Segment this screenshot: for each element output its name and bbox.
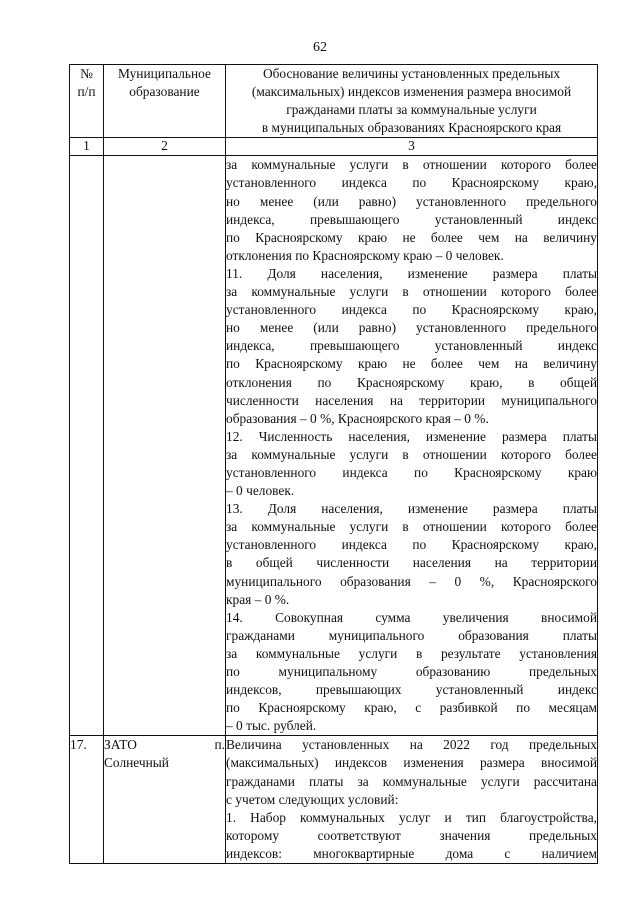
- header-number: № п/п: [70, 65, 104, 138]
- column-number-row: [70, 138, 598, 156]
- continued-number-cell: [70, 156, 104, 736]
- table-row-17: [70, 736, 598, 864]
- row-17-number: 17.: [70, 736, 104, 864]
- column-number-1: 1: [70, 138, 104, 156]
- tariff-index-table: [69, 64, 598, 864]
- row-17-municipality: ЗАТО п. Солнечный: [104, 736, 226, 864]
- table-header-row: [70, 65, 598, 138]
- column-number-3: 3: [226, 138, 598, 156]
- continued-text: за коммунальные услуги в отношении которого более установленного индекса по Красноярскому краю, но менее (или равно) установленного предельного индекса, превышающего установленный индекс по Красноярскому краю не более чем на величину отклонения по Красноярскому краю – 0 человек. 11. Доля населения, изменение размера платы за коммунальные услуги в отношении которого более установленного индекса по Красноярскому краю, но менее (или равно) установленного предельного индекса, превышающего установленный индекс по Красноярскому краю не более чем на величину отклонения по Красноярскому краю, в общей численности населения на территории муниципального образования – 0 %, Красноярского края – 0 %. 12. Численность населения, изменение размера платы за коммунальные услуги в отношении которого более установленного индекса по Красноярскому краю – 0 человек. 13. Доля населения, изменение размера платы за коммунальные услуги в отношении которого более установленного индекса по Красноярскому краю, в общей численности населения на территории муниципального образования – 0 %, Красноярского края – 0 %. 14. Совокупная сумма увеличения вносимой гражданами муниципального образования платы за коммунальные услуги в результате установления по муниципальному образованию предельных индексов, превышающих установленный индекс по Красноярскому краю, с разбивкой по месяцам – 0 тыс. рублей.: [226, 157, 597, 734]
- table-row-continued: [70, 156, 598, 736]
- column-number-2: 2: [104, 138, 226, 156]
- row-17-text: Величина установленных на 2022 год предельных (максимальных) индексов изменения размера вносимой гражданами платы за коммунальные услуги рассчитана с учетом следующих условий: 1. Набор коммунальных услуг и тип благоустройства, которому соответствуют значения предельных индексов: многоквартирные дома с наличием: [226, 737, 597, 861]
- header-municipality: Муниципальное образование: [104, 65, 226, 138]
- header-justification: Обоснование величины установленных предельных (максимальных) индексов изменения размера вносимой гражданами платы за коммунальные услуги в муниципальных образованиях Красноярского края: [226, 65, 598, 138]
- page-number: 62: [313, 40, 327, 55]
- continued-justification-cell: [226, 156, 598, 736]
- continued-municipality-cell: [104, 156, 226, 736]
- row-17-justification: [226, 736, 598, 864]
